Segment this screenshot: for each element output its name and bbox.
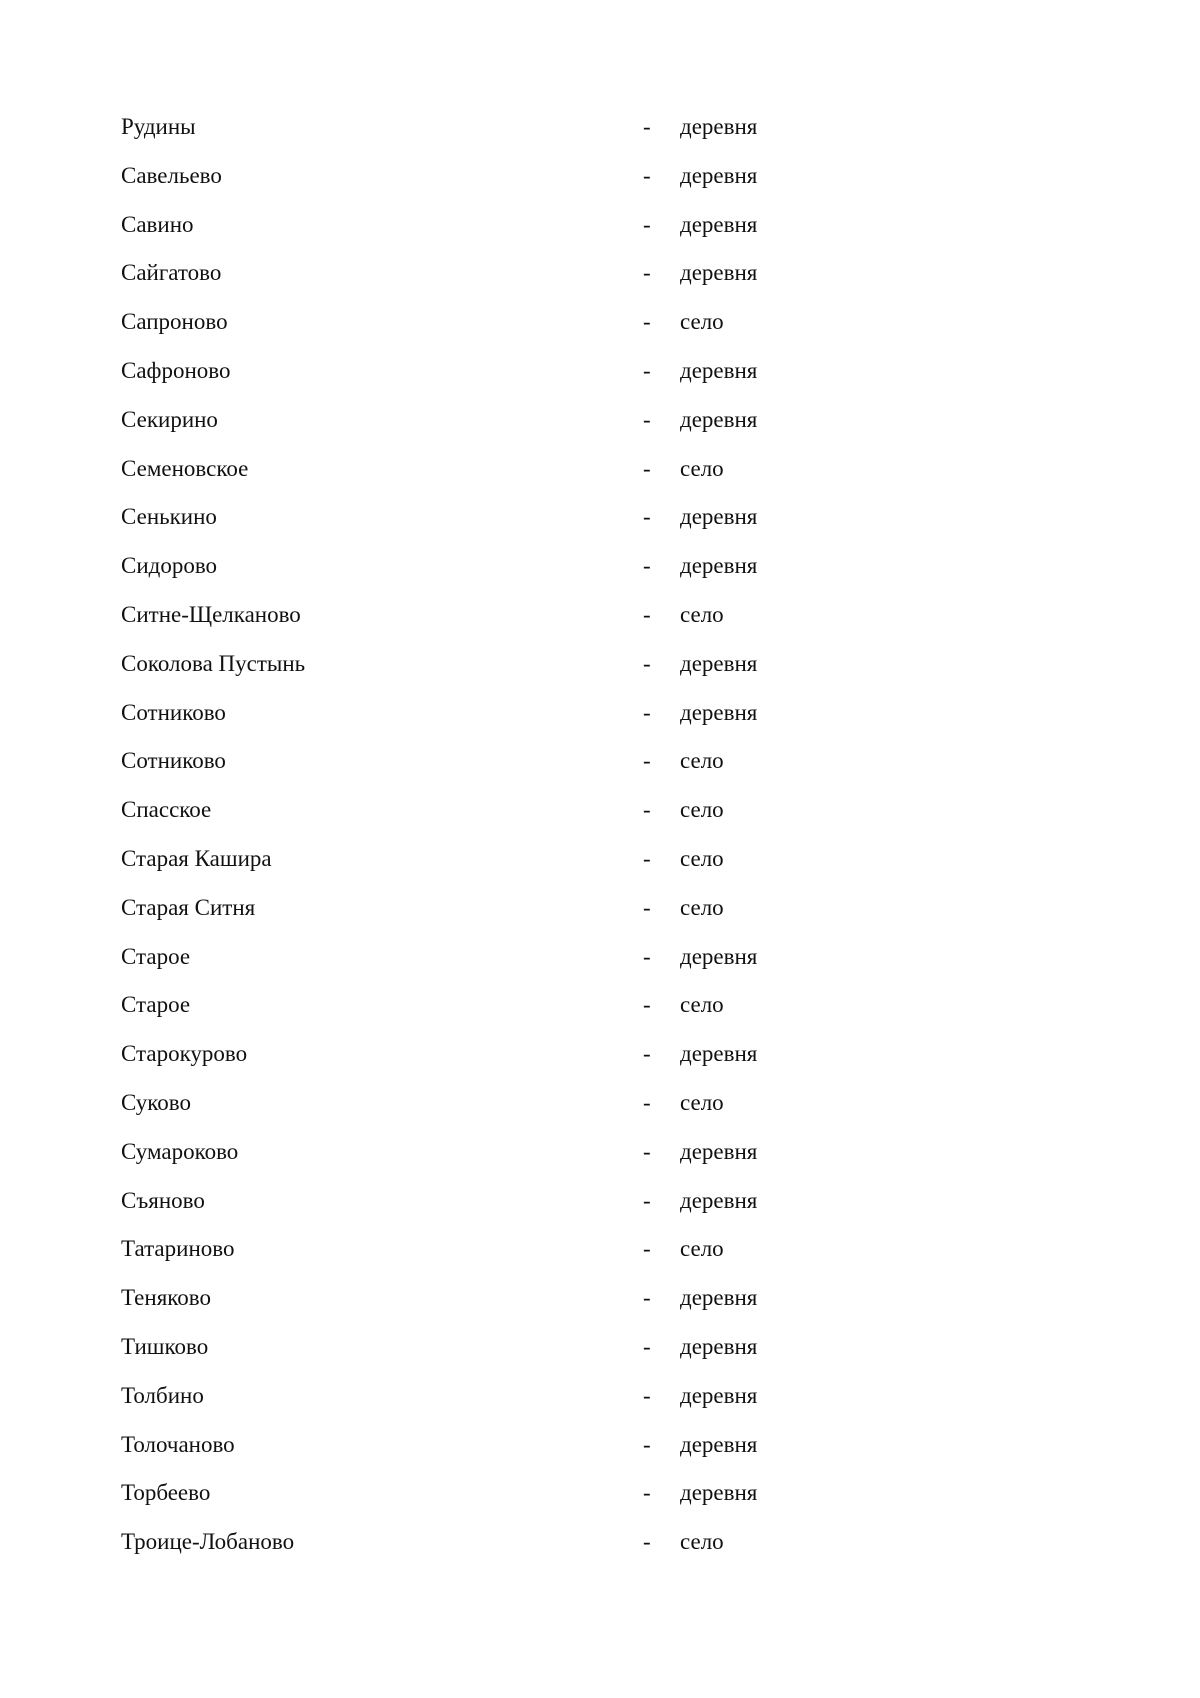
separator-dash: -: [643, 211, 651, 237]
separator-dash: -: [643, 309, 651, 335]
list-item: [0, 789, 1200, 838]
settlement-type: деревня: [680, 260, 758, 286]
settlement-name: Сумароково: [121, 1138, 239, 1164]
separator-dash: -: [643, 943, 651, 969]
separator-dash: -: [643, 553, 651, 579]
settlement-name: Тишково: [121, 1333, 209, 1359]
settlement-type: село: [680, 894, 724, 920]
settlement-type: деревня: [680, 943, 758, 969]
settlement-type: деревня: [680, 1285, 758, 1311]
list-item: [0, 1521, 1200, 1570]
list-item: [0, 1131, 1200, 1180]
settlement-name: Сайгатово: [121, 260, 222, 286]
separator-dash: -: [643, 1041, 651, 1067]
settlement-type: село: [680, 309, 724, 335]
settlement-type: деревня: [680, 1138, 758, 1164]
list-item: [0, 984, 1200, 1033]
settlement-name: Савельево: [121, 162, 222, 188]
settlement-name: Сидорово: [121, 553, 218, 579]
separator-dash: -: [643, 504, 651, 530]
list-item: [0, 594, 1200, 643]
settlement-type: деревня: [680, 1041, 758, 1067]
settlement-type: село: [680, 748, 724, 774]
settlement-name: Суково: [121, 1089, 191, 1115]
settlement-type: деревня: [680, 1187, 758, 1213]
list-item: [0, 936, 1200, 985]
settlement-name: Старая Ситня: [121, 894, 256, 920]
settlement-type: деревня: [680, 1431, 758, 1457]
settlement-name: Теняково: [121, 1285, 211, 1311]
separator-dash: -: [643, 1138, 651, 1164]
settlement-type: деревня: [680, 211, 758, 237]
settlement-name: Сапроново: [121, 309, 228, 335]
separator-dash: -: [643, 1285, 651, 1311]
settlement-name: Толочаново: [121, 1431, 235, 1457]
separator-dash: -: [643, 1236, 651, 1262]
settlement-name: Сафроново: [121, 357, 231, 383]
list-item: [0, 545, 1200, 594]
settlement-name: Сенькино: [121, 504, 217, 530]
separator-dash: -: [643, 455, 651, 481]
settlement-type: деревня: [680, 1480, 758, 1506]
settlement-name: Соколова Пустынь: [121, 650, 306, 676]
separator-dash: -: [643, 699, 651, 725]
separator-dash: -: [643, 114, 651, 139]
separator-dash: -: [643, 894, 651, 920]
separator-dash: -: [643, 1431, 651, 1457]
settlement-type: деревня: [680, 1333, 758, 1359]
settlement-name: Спасское: [121, 797, 212, 823]
list-item: [0, 106, 1200, 155]
list-item: [0, 887, 1200, 936]
separator-dash: -: [643, 601, 651, 627]
separator-dash: -: [643, 260, 651, 286]
settlement-name: Съяново: [121, 1187, 205, 1213]
settlement-type: село: [680, 1089, 724, 1115]
settlement-type: село: [680, 1236, 724, 1262]
list-item: [0, 204, 1200, 253]
settlement-name: Секирино: [121, 406, 218, 432]
settlement-name: Толбино: [121, 1382, 204, 1408]
settlement-name: Старое: [121, 992, 191, 1018]
settlement-type: деревня: [680, 162, 758, 188]
settlement-type: село: [680, 797, 724, 823]
list-item: [0, 252, 1200, 301]
separator-dash: -: [643, 1382, 651, 1408]
separator-dash: -: [643, 1089, 651, 1115]
list-item: [0, 1424, 1200, 1473]
separator-dash: -: [643, 992, 651, 1018]
separator-dash: -: [643, 650, 651, 676]
list-item: [0, 1082, 1200, 1131]
list-item: [0, 155, 1200, 204]
list-item: [0, 838, 1200, 887]
settlement-name: Савино: [121, 211, 194, 237]
list-item: [0, 692, 1200, 741]
settlement-type: село: [680, 992, 724, 1018]
separator-dash: -: [643, 845, 651, 871]
list-item: [0, 1033, 1200, 1082]
settlement-type: деревня: [680, 699, 758, 725]
settlement-name: Татариново: [121, 1236, 235, 1262]
settlement-name: Ситне-Щелканово: [121, 601, 301, 627]
separator-dash: -: [643, 797, 651, 823]
settlement-type: деревня: [680, 357, 758, 383]
separator-dash: -: [643, 1187, 651, 1213]
list-item: [0, 1180, 1200, 1229]
settlement-name: Торбеево: [121, 1480, 211, 1506]
settlement-type: деревня: [680, 114, 758, 139]
settlement-list: [0, 106, 1200, 1570]
settlement-type: деревня: [680, 553, 758, 579]
list-item: [0, 448, 1200, 497]
list-item: [0, 350, 1200, 399]
list-item: [0, 1326, 1200, 1375]
list-item: [0, 1472, 1200, 1521]
list-item: [0, 1375, 1200, 1424]
settlement-type: село: [680, 601, 724, 627]
settlement-name: Троице-Лобаново: [121, 1529, 295, 1555]
settlement-name: Сотниково: [121, 699, 226, 725]
settlement-name: Старокурово: [121, 1041, 248, 1067]
list-item: [0, 399, 1200, 448]
settlement-type: деревня: [680, 406, 758, 432]
separator-dash: -: [643, 748, 651, 774]
settlement-type: деревня: [680, 650, 758, 676]
list-item: [0, 496, 1200, 545]
separator-dash: -: [643, 162, 651, 188]
separator-dash: -: [643, 1480, 651, 1506]
settlement-type: село: [680, 1529, 724, 1555]
list-item: [0, 301, 1200, 350]
settlement-name: Старая Кашира: [121, 845, 272, 871]
settlement-name: Рудины: [121, 114, 196, 139]
separator-dash: -: [643, 1529, 651, 1555]
settlement-name: Семеновское: [121, 455, 249, 481]
separator-dash: -: [643, 406, 651, 432]
settlement-name: Старое: [121, 943, 191, 969]
settlement-type: село: [680, 455, 724, 481]
settlement-type: село: [680, 845, 724, 871]
settlement-type: деревня: [680, 504, 758, 530]
separator-dash: -: [643, 1333, 651, 1359]
list-item: [0, 740, 1200, 789]
list-item: [0, 1228, 1200, 1277]
list-item: [0, 643, 1200, 692]
separator-dash: -: [643, 357, 651, 383]
list-item: [0, 1277, 1200, 1326]
settlement-type: деревня: [680, 1382, 758, 1408]
settlement-name: Сотниково: [121, 748, 226, 774]
